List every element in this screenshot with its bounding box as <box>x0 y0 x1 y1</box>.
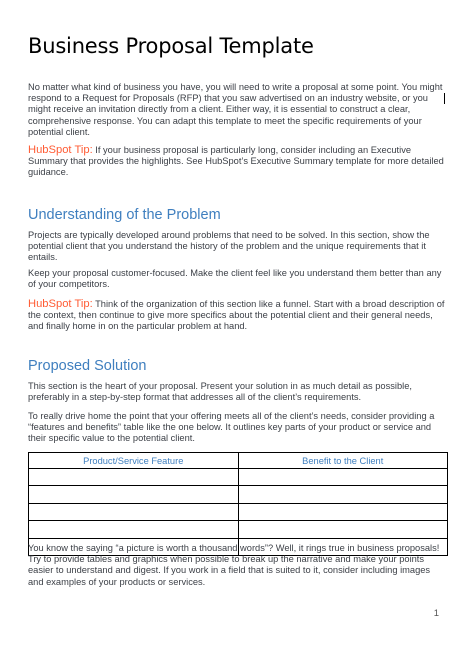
section-heading-solution: Proposed Solution <box>28 358 147 374</box>
tip-text: Think of the organization of this section like a funnel. Start with a broad description of the context, then continue to give more specifics about the potential client and their general needs, and finally home in on the particular problem at hand. <box>28 299 445 332</box>
table-row <box>29 503 448 520</box>
solution-paragraph-2-block <box>28 411 448 445</box>
page-number: 1 <box>433 608 439 619</box>
solution-paragraph-1: This section is the heart of your proposal. Present your solution in as much detail as possible, preferably in a step-by-step format that addresses all of the client’s requirements. <box>28 381 412 403</box>
features-benefits-table-block <box>28 452 448 556</box>
problem-paragraph-1-block <box>28 230 448 264</box>
section-heading-problem-block <box>28 207 448 223</box>
table-cell[interactable] <box>29 503 239 520</box>
tip-executive-summary <box>28 145 448 179</box>
intro-paragraph-block <box>28 82 448 138</box>
tip-label: HubSpot Tip: <box>28 298 93 310</box>
tip-paragraph <box>28 299 448 333</box>
table-cell[interactable] <box>238 521 448 538</box>
table-cell[interactable] <box>238 469 448 486</box>
problem-paragraph-1: Projects are typically developed around problems that need to be solved. In this section, show the potential client that you understand the history of the problem and the unique requirements that it entails. <box>28 230 430 263</box>
tip-paragraph <box>28 145 448 179</box>
tip-text: If your business proposal is particularly long, consider including an Executive Summary that provides the highlights. See HubSpot’s Executive Summary template for more detailed guidance. <box>28 145 444 178</box>
text-cursor <box>444 93 445 104</box>
solution-paragraph-3: You know the saying “a picture is worth a thousand words”? Well, it rings true in business proposals! Try to provide tables and graphics when possible to break up the narrative and make your points easier to understand and digest. If you work in a field that is suited to it, consider including images and examples of your products or services. <box>28 543 440 587</box>
table-row <box>29 486 448 503</box>
solution-paragraph-3-block <box>28 543 448 588</box>
tip-funnel <box>28 299 448 333</box>
table-header-feature: Product/Service Feature <box>29 453 239 469</box>
problem-paragraph-2-block <box>28 268 448 290</box>
problem-paragraph-2: Keep your proposal customer-focused. Make the client feel like you understand them better than any of your competitors. <box>28 268 442 290</box>
solution-paragraph-1-block <box>28 381 448 403</box>
solution-paragraph-2: To really drive home the point that your offering meets all of the client’s needs, consider providing a “features and benefits” table like the one below. It outlines key parts of your product or service and their specific value to the potential client. <box>28 411 435 444</box>
table-header-row <box>29 453 448 469</box>
section-heading-solution-block <box>28 358 448 374</box>
table-cell[interactable] <box>238 503 448 520</box>
table-cell[interactable] <box>29 486 239 503</box>
section-heading-problem: Understanding of the Problem <box>28 207 221 223</box>
features-benefits-table <box>28 452 448 556</box>
document-title: Business Proposal Template <box>28 34 314 58</box>
table-cell[interactable] <box>29 521 239 538</box>
table-cell[interactable] <box>238 486 448 503</box>
table-cell[interactable] <box>29 469 239 486</box>
intro-paragraph: No matter what kind of business you have, you will need to write a proposal at some point. You might respond to a Request for Proposals (RFP) that you saw advertised on an industry website, or you might receive an invitation directly from a client. Either way, it is essential to construct a clear, comprehensive response. You can adapt this template to meet the specific requirements of your potential client. <box>28 82 443 137</box>
table-row <box>29 521 448 538</box>
tip-label: HubSpot Tip: <box>28 144 93 156</box>
table-header-benefit: Benefit to the Client <box>238 453 448 469</box>
table-row <box>29 469 448 486</box>
